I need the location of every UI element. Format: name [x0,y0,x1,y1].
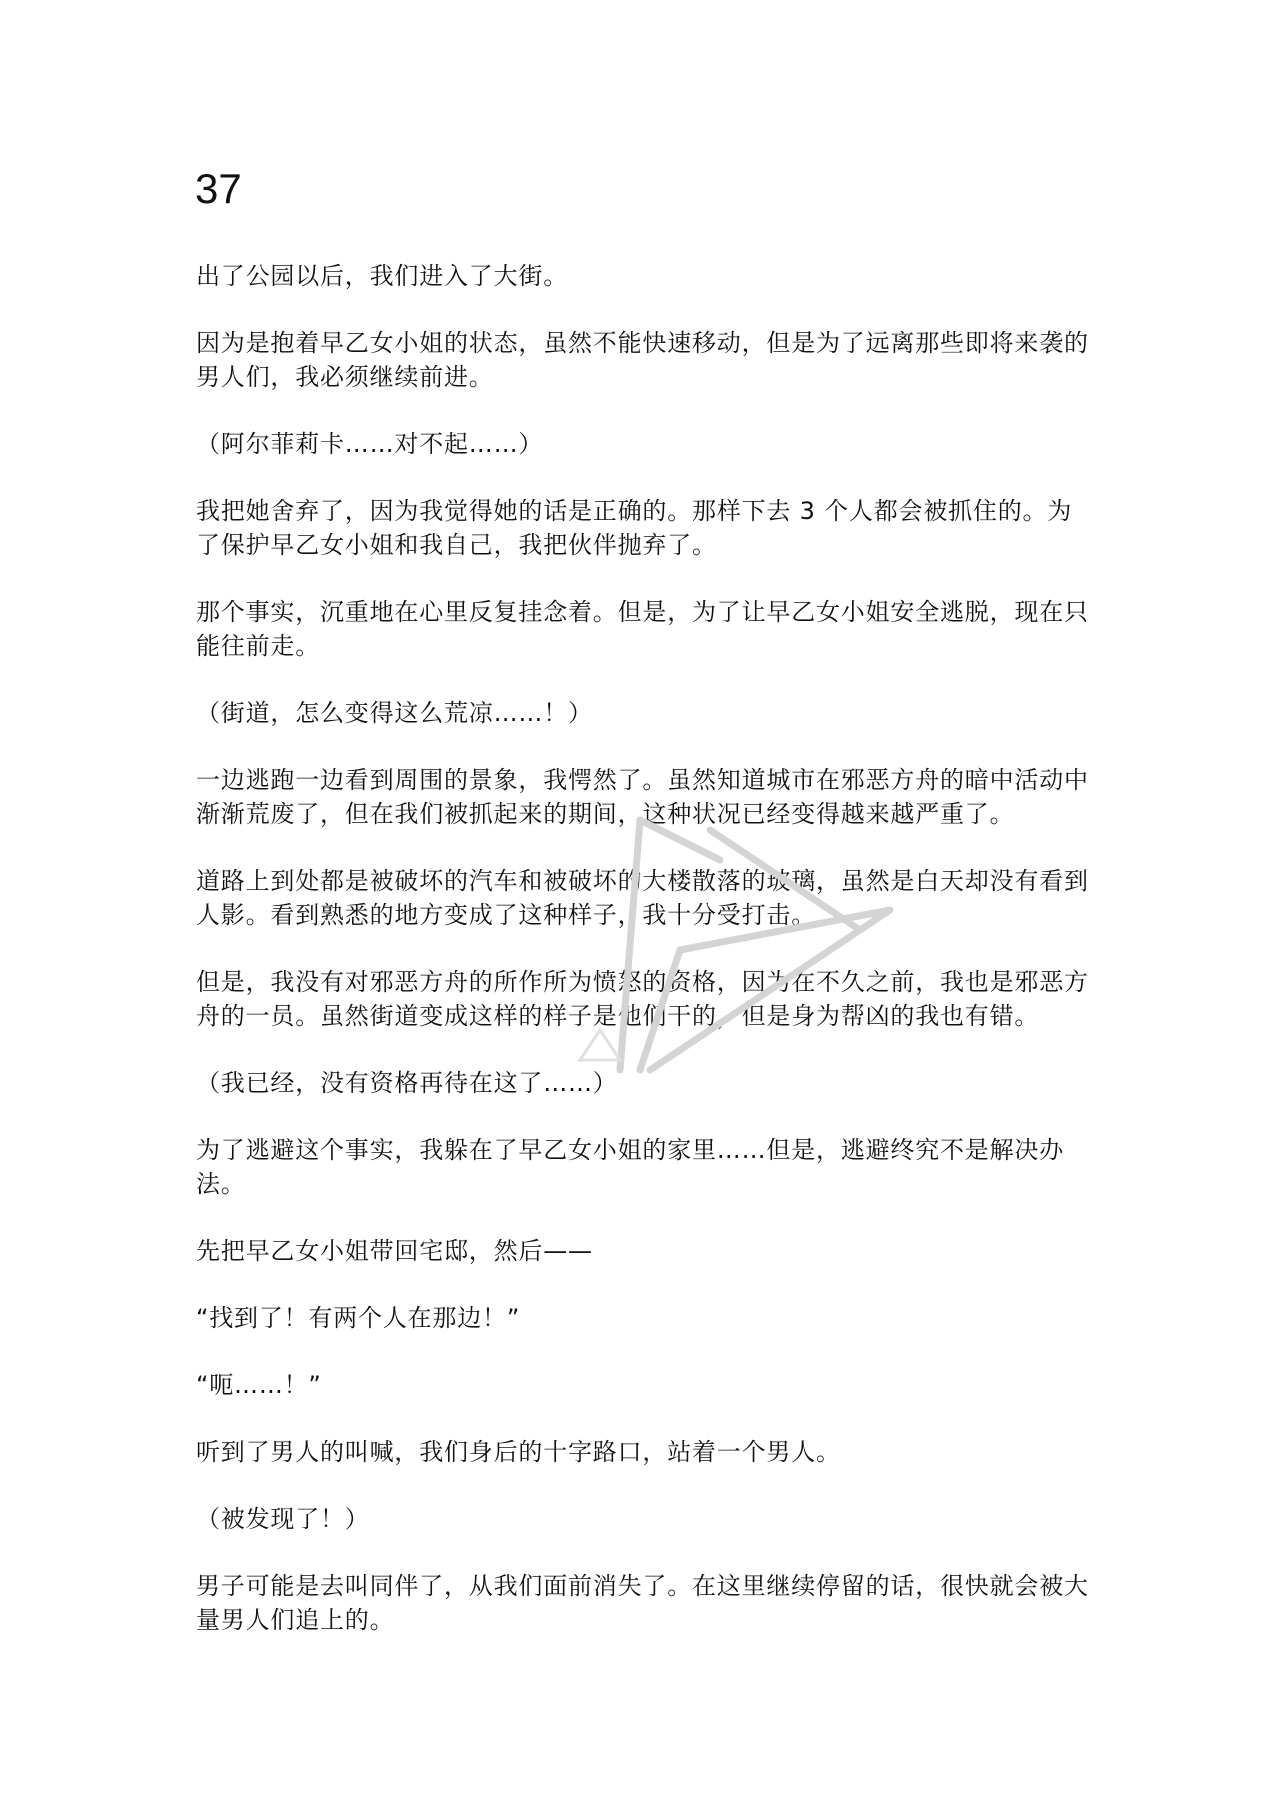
paragraph: 因为是抱着早乙女小姐的状态，虽然不能快速移动，但是为了远离那些即将来袭的男人们，我必须继续前进。 [196,329,1089,391]
paragraph: 先把早乙女小姐带回宅邸，然后—— [196,1237,593,1265]
paragraph: 出了公园以后，我们进入了大街。 [196,262,568,290]
paragraph: （我已经，没有资格再待在这了……） [196,1069,618,1097]
chapter-number: 37 [195,165,242,212]
chapter-body [196,259,1096,1670]
paragraph: （街道，怎么变得这么荒凉……！） [196,699,593,727]
paragraph: 一边逃跑一边看到周围的景象，我愕然了。虽然知道城市在邪恶方舟的暗中活动中渐渐荒废了，但在我们被抓起来的期间，这种状况已经变得越来越严重了。 [196,766,1089,828]
paragraph: “找到了！有两个人在那边！” [196,1304,521,1332]
paragraph: 那个事实，沉重地在心里反复挂念着。但是，为了让早乙女小姐安全逃脱，现在只能往前走。 [196,598,1089,660]
paragraph: 道路上到处都是被破坏的汽车和被破坏的大楼散落的玻璃，虽然是白天却没有看到人影。看到熟悉的地方变成了这种样子，我十分受打击。 [196,867,1089,929]
paragraph: （被发现了！） [196,1505,370,1533]
paragraph: 但是，我没有对邪恶方舟的所作所为愤怒的资格，因为在不久之前，我也是邪恶方舟的一员。虽然街道变成这样的样子是他们干的，但是身为帮凶的我也有错。 [196,968,1089,1030]
paragraph: 听到了男人的叫喊，我们身后的十字路口，站着一个男人。 [196,1438,841,1466]
paragraph: （阿尔菲莉卡……对不起……） [196,430,544,458]
paragraph: 男子可能是去叫同伴了，从我们面前消失了。在这里继续停留的话，很快就会被大量男人们追上的。 [196,1572,1089,1634]
paragraph: “呃……！” [196,1371,322,1399]
paragraph: 为了逃避这个事实，我躲在了早乙女小姐的家里……但是，逃避终究不是解决办法。 [196,1136,1064,1198]
paragraph: 我把她舍弃了，因为我觉得她的话是正确的。那样下去 3 个人都会被抓住的。为了保护早乙女小姐和我自己，我把伙伴抛弃了。 [196,497,1073,559]
